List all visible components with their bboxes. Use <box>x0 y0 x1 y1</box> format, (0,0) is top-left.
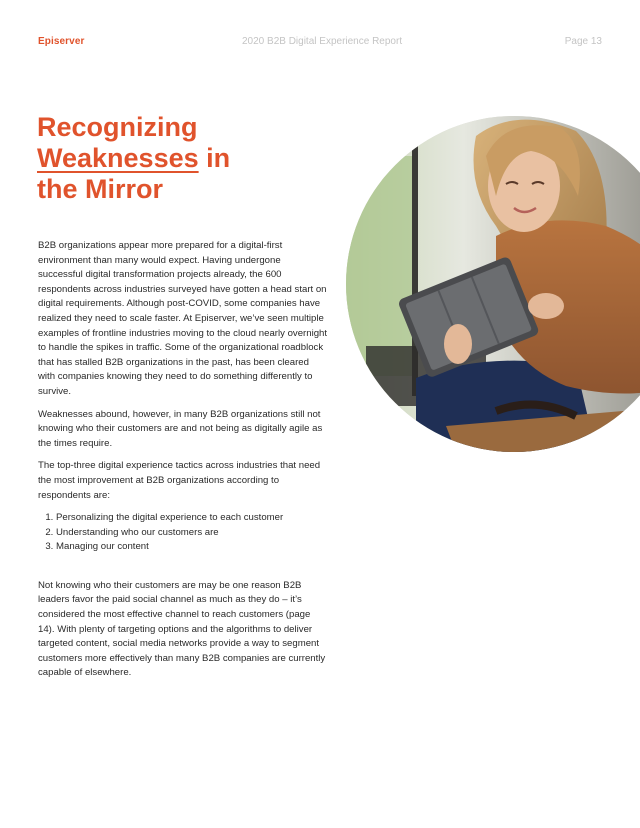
headline-line-2 <box>37 143 307 174</box>
paragraph-tactics-intro: The top-three digital experience tactics across industries that need the most improvement at B2B organizations according to respondents are: <box>38 460 321 501</box>
left-hand <box>444 324 472 364</box>
photo-illustration <box>346 116 640 452</box>
list-item: 2. Understanding who our customers are <box>56 526 328 541</box>
list-item: 1. Personalizing the digital experience to each customer <box>56 511 328 526</box>
page-number: Page 13 <box>564 36 602 47</box>
headline-line-1: Recognizing <box>37 112 198 142</box>
list-item: 3. Managing our content <box>56 540 328 555</box>
paragraph-intro: B2B organizations appear more prepared for a digital-first environment than many would expect. Having undergone successful digital transformation projects already, the 600 respondents across industries surveyed have gotten a head start on digital requirements. Although post-COVID, some companies have realized they need to scale faster. At Episerver, we’ve seen multiple examples of frontline industries moving to the cloud nearly overnight to handle the spikes in traffic. Some of the organizational roadblock that has stalled B2B organizations in the past, has been cleared with companies knowing they need to do something differently to survive. <box>38 240 328 397</box>
woman-with-tablet-photo <box>346 116 640 452</box>
article-body <box>38 239 328 689</box>
report-title: 2020 B2B Digital Experience Report <box>242 36 403 47</box>
tactics-list <box>38 511 328 555</box>
page-headline <box>37 112 307 205</box>
headline-underlined-word: Weaknesses <box>37 143 199 173</box>
brand-name: Episerver <box>38 36 85 47</box>
right-hand <box>528 293 564 319</box>
window-foliage <box>346 156 416 376</box>
paragraph-weaknesses: Weaknesses abound, however, in many B2B organizations still not knowing who their customers are and not being as digitally agile as the times require. <box>38 408 323 449</box>
headline-line-3: the Mirror <box>37 174 164 204</box>
paragraph-paid-social: Not knowing who their customers are may be one reason B2B leaders favor the paid social channel as much as they do – it’s considered the most effective channel to reach customers (page 14). With plenty of targeting options and the algorithms to deliver targeted content, social media networks provide a way to segment customers more effectively than many B2B companies are currently capable of elsewhere. <box>38 579 326 679</box>
headline-line-2-rest: in <box>198 143 231 173</box>
page-header <box>38 36 602 50</box>
